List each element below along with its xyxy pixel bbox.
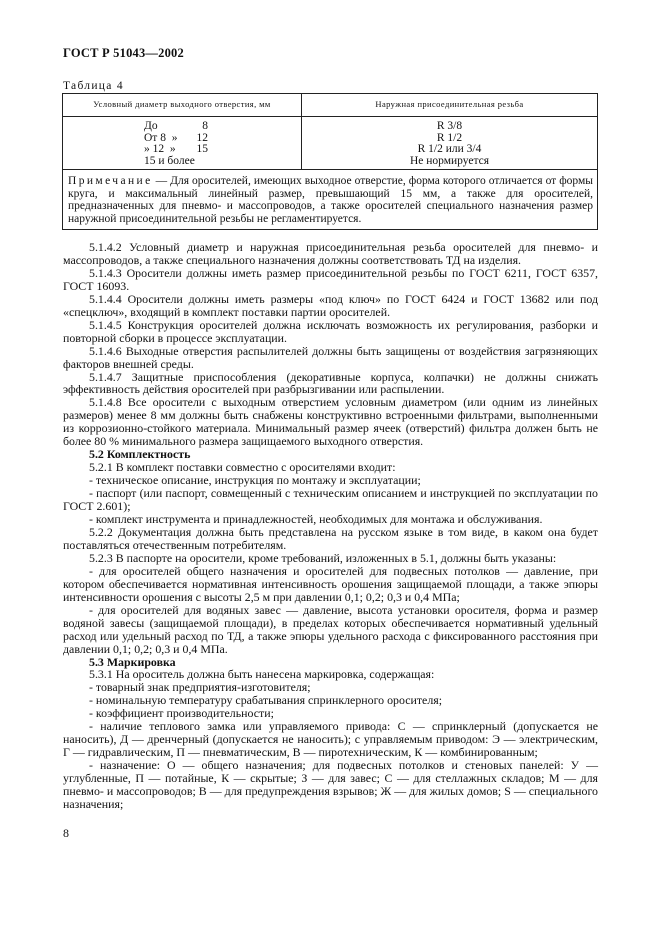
table-data-row — [63, 117, 598, 170]
paragraph: 5.2.2 Документация должна быть представлена на русском языке в том виде, в каком она будет поставляться отечественным потребителям. — [63, 524, 598, 552]
note-label: Примечание — [68, 175, 153, 187]
column-header-thread: Наружная присоединительная резьба — [302, 94, 598, 117]
paragraph: 5.2.3 В паспорте на оросители, кроме требований, изложенных в 5.1, должны быть указаны: — [89, 550, 557, 565]
table-header-row — [63, 94, 598, 117]
table-row: » 12 » 15 — [144, 143, 208, 155]
section-heading: 5.2 Комплектность — [89, 447, 191, 462]
paragraph: 5.3.1 На ороситель должна быть нанесена маркировка, содержащая: — [89, 667, 435, 682]
thread-cell — [302, 117, 598, 170]
paragraph: 5.2.1 В комплект поставки совместно с оросителями входит: — [89, 460, 396, 475]
list-item: - наличие теплового замка или управляемого привода: С — спринклерный (допускается не наносить), Д — дренчерный (допускается не наносить); с управляемым приводом: Э — электрическим, Г — гидравлическим, П — пневматическим, В — пиротехническим, К — комбинированным; — [63, 719, 598, 760]
thread-value: Не нормируется — [409, 154, 490, 167]
paragraph: 5.1.4.3 Оросители должны иметь размер присоединительной резьбы по ГОСТ 6211, ГОСТ 6357, ГОСТ 16093. — [63, 265, 598, 293]
paragraph: 5.1.4.5 Конструкция оросителей должна исключать возможность их регулирования, разборки и повторной сборки в процессе эксплуатации. — [63, 317, 598, 345]
list-item: - для оросителей общего назначения и оросителей для подвесных потолков — давление, при котором обеспечивается нормативная интенсивность орошения защищаемой площади, а также эпюры интенсивности орошения с высоты 2,5 м при давлении 0,1; 0,2; 0,3 и 0,4 МПа; — [63, 563, 598, 604]
table-note — [63, 170, 598, 230]
page-number: 8 — [63, 826, 69, 840]
table-caption: Таблица 4 — [63, 80, 124, 92]
table-row: 15 и более — [144, 154, 195, 167]
table-4 — [62, 93, 598, 230]
paragraph: 5.1.4.8 Все оросители с выходным отверстием условным диаметром (или одним из линейных размеров) менее 8 мм должны быть снабжены конструктивно встроенными фильтрами, выполненными из коррозионно-стойкого материала. Минимальный размер ячеек (отверстий) фильтра должен быть не более 80 % минимального размера защищаемого выходного отверстия. — [63, 395, 598, 449]
thread-value: R 1/2 или 3/4 — [417, 143, 482, 155]
table-row: До 8 — [144, 120, 208, 132]
diameter-cell — [63, 117, 302, 170]
list-item: - назначение: О — общего назначения; для подвесных потолков и стеновых панелей: У — углубленные, П — потайные, К — скрытые; З — для завес; С — для стеллажных складов; М — для пневмо- и массопроводов; В — для предупреждения взрывов; Ж — для жилых домов; S — специального назначения; — [63, 758, 598, 811]
paragraph: 5.1.4.7 Защитные приспособления (декоративные корпуса, колпачки) не должны снижать эффективность действия оросителей при разбрызгивании или распылении. — [63, 369, 598, 397]
column-header-diameter: Условный диаметр выходного отверстия, мм — [63, 94, 302, 117]
list-item: - паспорт (или паспорт, совмещенный с техническим описанием и инструкцией по эксплуатации по ГОСТ 2.601); — [63, 486, 598, 514]
paragraph: 5.1.4.6 Выходные отверстия распылителей должны быть защищены от воздействия загрязняющих факторов внешней среды. — [63, 343, 598, 371]
diameter-values — [144, 121, 208, 167]
list-item: - для оросителей для водяных завес — давление, высота установки оросителя, форма и размер водяной завесы (защищаемой площади), в пределах которых обеспечивается нормативный удельный расход или удельный расход по ТД, а также эпюры удельного расхода с фиксированного расстояния при давлении 0,1; 0,2; 0,3 и 0,4 МПа. — [63, 602, 598, 656]
note-text: — Для оросителей, имеющих выходное отверстие, форма которого отличается от формы круга, и максимальный линейный размер, превышающий 15 мм, а также для оросителей, предназначенных для пневмо- и массопроводов, а также оросителей специального назначения размер наружной присоединительной резьбы не регламентируется. — [68, 175, 593, 225]
paragraph: 5.1.4.2 Условный диаметр и наружная присоединительная резьба оросителей для пневмо- и массопроводов, а также специального назначения должны соответствовать ТД на изделия. — [63, 240, 598, 267]
list-item: - номинальную температуру срабатывания спринклерного оросителя; — [89, 693, 443, 708]
list-item: - комплект инструмента и принадлежностей, необходимых для монтажа и обслуживания. — [89, 512, 543, 527]
thread-value: R 3/8 — [436, 120, 463, 132]
body-text — [63, 241, 598, 811]
section-heading: 5.3 Маркировка — [89, 654, 176, 669]
table-note-row — [63, 170, 598, 230]
table-row: От 8 » 12 — [144, 131, 208, 144]
thread-value: R 1/2 — [436, 131, 463, 144]
paragraph: 5.1.4.4 Оросители должны иметь размеры «под ключ» по ГОСТ 6424 и ГОСТ 13682 или под «спецключ», входящий в комплект поставки партии оросителей. — [63, 291, 598, 319]
list-item: - коэффициент производительности; — [89, 706, 274, 721]
document-header: ГОСТ Р 51043—2002 — [63, 46, 184, 60]
list-item: - товарный знак предприятия-изготовителя; — [89, 680, 311, 695]
list-item: - техническое описание, инструкция по монтажу и эксплуатации; — [89, 473, 421, 488]
